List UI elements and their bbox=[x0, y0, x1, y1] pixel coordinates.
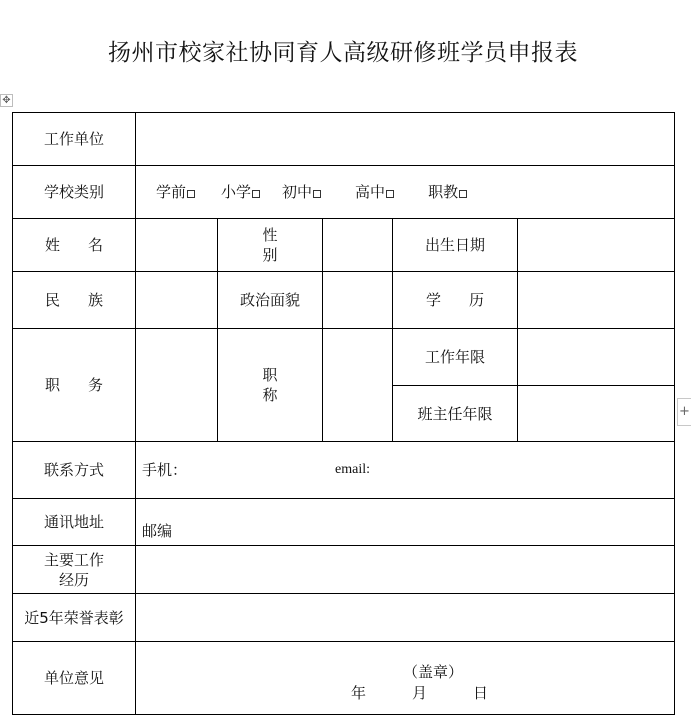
year-label: 年 bbox=[351, 684, 367, 702]
option-preschool[interactable]: 学前 bbox=[156, 182, 195, 202]
address-field[interactable] bbox=[135, 498, 675, 546]
label-work-history: 主要工作经历 bbox=[12, 545, 136, 594]
day-label: 日 bbox=[473, 684, 489, 702]
label-honors: 近5年荣誉表彰 bbox=[12, 593, 136, 642]
label-birth-date: 出生日期 bbox=[392, 218, 518, 272]
label-unit-opinion: 单位意见 bbox=[12, 641, 136, 715]
position-field[interactable] bbox=[135, 328, 218, 442]
checkbox[interactable] bbox=[459, 190, 467, 198]
years-work-field[interactable] bbox=[517, 328, 675, 386]
politics-field[interactable] bbox=[322, 271, 393, 329]
school-type-options bbox=[135, 165, 675, 219]
label-school-type: 学校类别 bbox=[12, 165, 136, 219]
label-position: 职务 bbox=[12, 328, 136, 442]
label-ethnicity: 民族 bbox=[12, 271, 136, 329]
honors-field[interactable] bbox=[135, 593, 675, 642]
work-history-field[interactable] bbox=[135, 545, 675, 594]
contact-field[interactable] bbox=[135, 441, 675, 499]
name-field[interactable] bbox=[135, 218, 218, 272]
gender-field[interactable] bbox=[322, 218, 393, 272]
checkbox[interactable] bbox=[313, 190, 321, 198]
option-vocational[interactable]: 职教 bbox=[428, 182, 467, 202]
option-junior[interactable]: 初中 bbox=[282, 182, 321, 202]
postcode-label: 邮编 bbox=[142, 522, 173, 540]
years-head-teacher-field[interactable] bbox=[517, 385, 675, 442]
label-education: 学历 bbox=[392, 271, 518, 329]
phone-label: 手机： bbox=[142, 461, 188, 479]
option-primary[interactable]: 小学 bbox=[221, 182, 260, 202]
checkbox[interactable] bbox=[252, 190, 260, 198]
move-icon[interactable]: ✥ bbox=[0, 94, 13, 107]
label-work-unit: 工作单位 bbox=[12, 112, 136, 166]
education-field[interactable] bbox=[517, 271, 675, 329]
work-unit-field[interactable] bbox=[135, 112, 675, 166]
label-gender: 性别 bbox=[217, 218, 323, 272]
unit-opinion-field[interactable] bbox=[135, 641, 675, 715]
title-rank-field[interactable] bbox=[322, 328, 393, 442]
label-politics: 政治面貌 bbox=[217, 271, 323, 329]
option-senior[interactable]: 高中 bbox=[355, 182, 394, 202]
month-label: 月 bbox=[412, 684, 428, 702]
label-name: 姓名 bbox=[12, 218, 136, 272]
email-label: email: bbox=[335, 462, 371, 477]
label-years-head-teacher: 班主任年限 bbox=[392, 385, 518, 442]
date-line bbox=[351, 683, 488, 703]
label-address: 通讯地址 bbox=[12, 498, 136, 546]
label-title-rank: 职称 bbox=[217, 328, 323, 442]
label-contact: 联系方式 bbox=[12, 441, 136, 499]
plus-icon[interactable]: + bbox=[677, 398, 691, 426]
seal-label: （盖章） bbox=[403, 663, 464, 681]
label-years-work: 工作年限 bbox=[392, 328, 518, 386]
birth-date-field[interactable] bbox=[517, 218, 675, 272]
page-title: 扬州市校家社协同育人高级研修班学员申报表 bbox=[108, 40, 578, 66]
ethnicity-field[interactable] bbox=[135, 271, 218, 329]
checkbox[interactable] bbox=[386, 190, 394, 198]
checkbox[interactable] bbox=[187, 190, 195, 198]
